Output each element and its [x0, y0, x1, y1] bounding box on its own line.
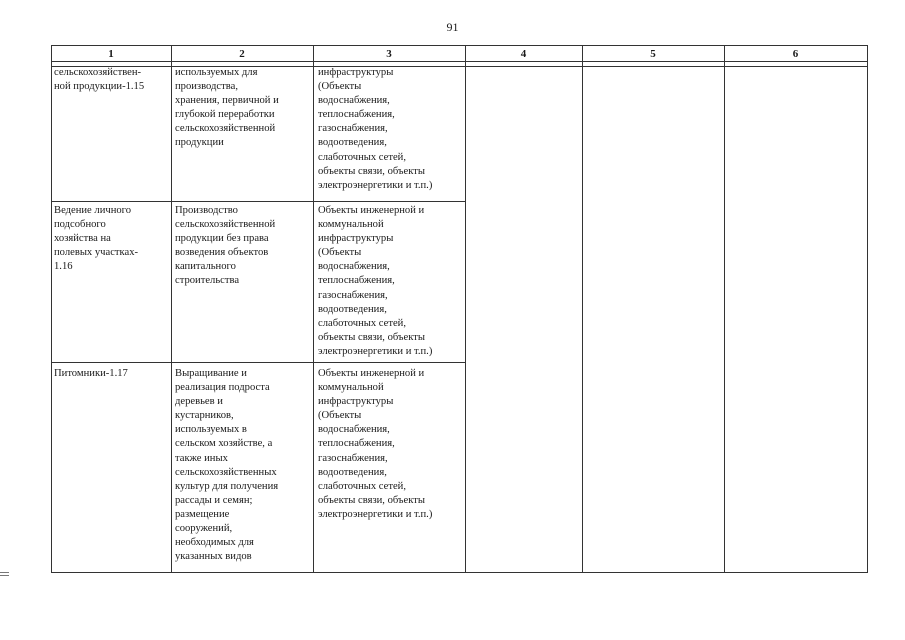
header-col-2: 2: [239, 48, 245, 60]
row2-col3: Объекты инженерной и коммунальной инфраструктуры (Объекты водоснабжения, теплоснабжения, газоснабжения, водоотведения, слаботочных сетей, объекты связи, объекты электроэнергетики и т.п.): [318, 205, 433, 357]
header-col-1: 1: [108, 48, 114, 60]
header-col-4: 4: [520, 48, 527, 60]
header-col-5: 5: [650, 48, 656, 60]
header-col-6: 6: [792, 48, 799, 60]
row3-col3: Объекты инженерной и коммунальной инфраструктуры (Объекты водоснабжения, теплоснабжения, газоснабжения, водоотведения, слаботочных сетей, объекты связи, объекты электроэнергетики и т.п.): [318, 368, 433, 520]
row1-col3: инфраструктуры (Объекты водоснабжения, теплоснабжения, газоснабжения, водоотведения, слаботочных сетей, объекты связи, объекты электроэнергетики и т.п.): [318, 67, 433, 191]
row3-col1: Питомники-1.17: [54, 368, 128, 379]
page-number: 91: [446, 20, 459, 34]
row2-col1: Ведение личного подсобного хозяйства на полевых участках- 1.16: [54, 205, 139, 273]
row1-col1: сельскохозяйствен- ной продукции-1.15: [54, 67, 145, 93]
row1-col2: используемых для производства, хранения, первичной и глубокой переработки сельскохозяйственной продукции: [175, 67, 279, 149]
margin-mark: [0, 572, 9, 579]
header-col-3: 3: [386, 48, 392, 60]
row2-col2: Производство сельскохозяйственной продукции без права возведения объектов капитального строительства: [175, 205, 276, 287]
row3-col2: Выращивание и реализация подроста деревьев и кустарников, используемых в сельском хозяйстве, а также иных сельскохозяйственных культур для получения рассады и семян; размещение сооружений, необходимых для указанных видов: [175, 368, 279, 563]
